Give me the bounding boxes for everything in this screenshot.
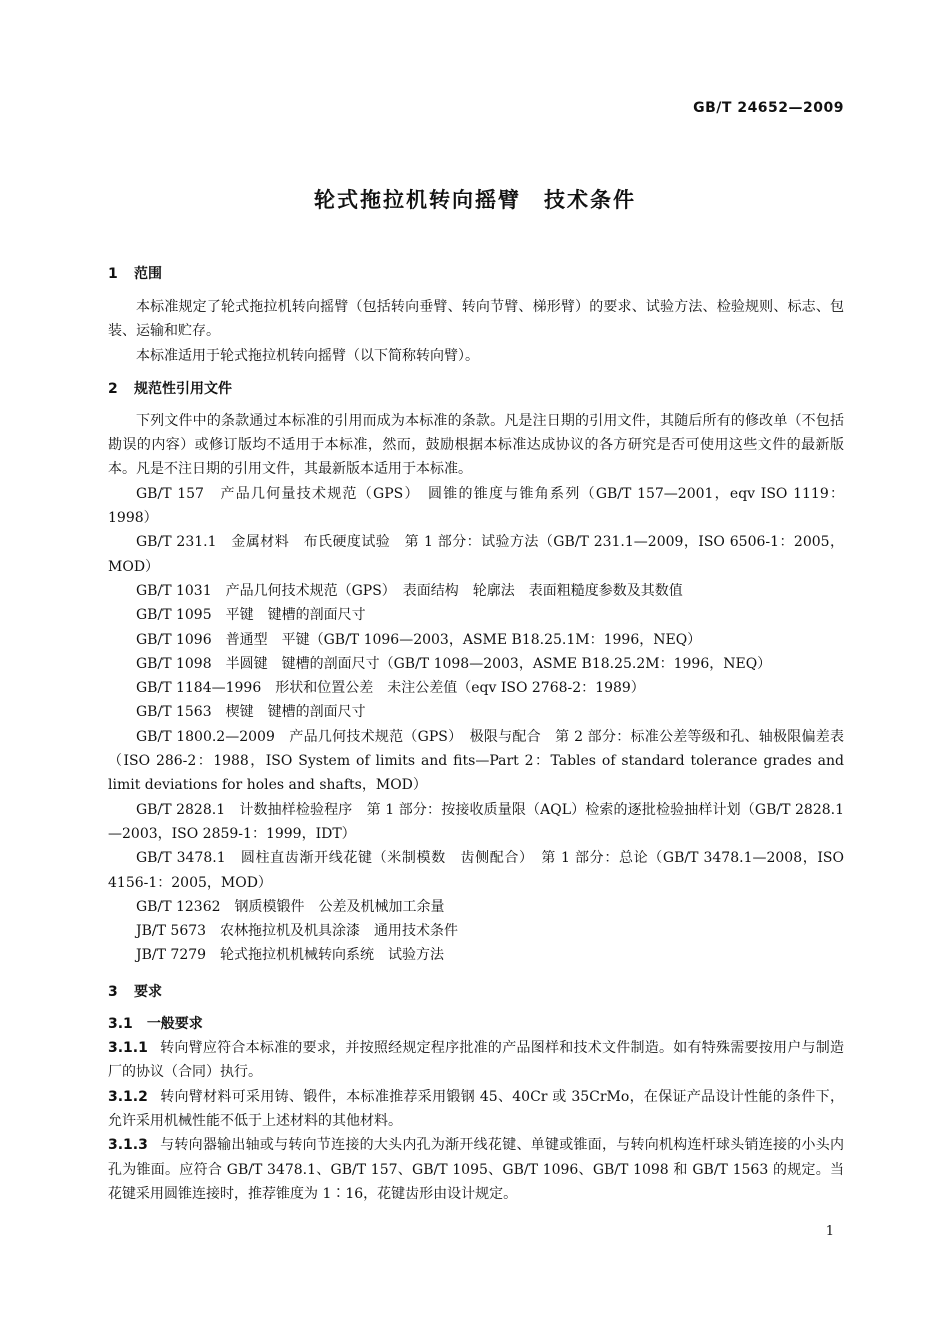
document-body (108, 262, 844, 1206)
subsection-heading (108, 1012, 844, 1036)
clause-item (108, 1036, 844, 1085)
section-number: 2 (108, 380, 118, 397)
reference-item: GB/T 1095 平键 键槽的剖面尺寸 (136, 607, 366, 624)
reference-item: GB/T 1031 产品几何技术规范（GPS） 表面结构 轮廓法 表面粗糙度参数及其数值 (136, 582, 683, 599)
subsection-title: 一般要求 (146, 1015, 203, 1032)
section-number: 3 (108, 983, 118, 1000)
subsection-number: 3.1 (108, 1015, 133, 1032)
section-number: 1 (108, 266, 118, 282)
document-title: 轮式拖拉机转向摇臂 技术条件 (314, 188, 636, 212)
reference-item: GB/T 3478.1 圆柱直齿渐开线花键（米制模数 齿侧配合） 第 1 部分：总论（GB/T 3478.1—2008，ISO 4156-1：2005，MOD） (108, 850, 844, 891)
reference-item: GB/T 1184—1996 形状和位置公差 未注公差值（eqv ISO 2768-2：1989） (136, 680, 645, 697)
clause-text: 与转向器输出轴或与转向节连接的大头内孔为渐开线花键、单键或锥面，与转向机构连杆球头销连接的小头内孔为锥面。应符合 GB/T 3478.1、GB/T 157、GB/T 1095、GB/T 1096、GB/T 1098 和 GB/T 1563 的规定。当花键采用圆锥连接时，推荐锥度为 1∶16，花键齿形由设计规定。 (108, 1137, 844, 1202)
reference-item: JB/T 5673 农林拖拉机及机具涂漆 通用技术条件 (136, 923, 459, 940)
paragraph: 本标准规定了轮式拖拉机转向摇臂（包括转向垂臂、转向节臂、梯形臂）的要求、试验方法、检验规则、标志、包装、运输和贮存。 (108, 299, 844, 340)
clause-text: 转向臂材料可采用铸、锻件，本标准推荐采用锻钢 45、40Cr 或 35CrMo，在保证产品设计性能的条件下，允许采用机械性能不低于上述材料的其他材料。 (108, 1088, 844, 1129)
standard-number: GB/T 24652—2009 (693, 100, 844, 116)
reference-item: GB/T 157 产品几何量技术规范（GPS） 圆锥的锥度与锥角系列（GB/T 157—2001，eqv ISO 1119：1998） (108, 485, 844, 527)
reference-item: GB/T 1800.2—2009 产品几何技术规范（GPS） 极限与配合 第 2 部分：标准公差等级和孔、轴极限偏差表（ISO 286-2：1988，ISO System of limits and fits—Part 2：Tables of standard tolerance grades and limit deviations for holes and shafts，MOD） (108, 728, 844, 794)
clause-text: 转向臂应符合本标准的要求，并按照经规定程序批准的产品图样和技术文件制造。如有特殊需要按用户与制造厂的协议（合同）执行。 (108, 1040, 844, 1081)
reference-item: GB/T 1563 楔键 键槽的剖面尺寸 (136, 704, 366, 721)
reference-item: GB/T 12362 钢质模锻件 公差及机械加工余量 (136, 898, 445, 915)
clause-item (108, 1133, 844, 1206)
reference-item: JB/T 7279 轮式拖拉机机械转向系统 试验方法 (136, 947, 445, 964)
section-3-heading (108, 980, 844, 1004)
reference-item: GB/T 1096 普通型 平键（GB/T 1096—2003，ASME B18.25.1M：1996，NEQ） (136, 631, 702, 648)
clause-number: 3.1.3 (108, 1137, 148, 1154)
paragraph: 下列文件中的条款通过本标准的引用而成为本标准的条款。凡是注日期的引用文件，其随后所有的修改单（不包括勘误的内容）或修订版均不适用于本标准，然而，鼓励根据本标准达成协议的各方研究是否可使用这些文件的最新版本。凡是不注日期的引用文件，其最新版本适用于本标准。 (108, 412, 844, 478)
section-title: 规范性引用文件 (134, 380, 232, 397)
section-title: 范围 (134, 266, 162, 282)
section-1-heading (108, 262, 844, 286)
clause-number: 3.1.1 (108, 1040, 148, 1057)
reference-item: GB/T 231.1 金属材料 布氏硬度试验 第 1 部分：试验方法（GB/T 231.1—2009，ISO 6506-1：2005，MOD） (108, 534, 844, 575)
reference-item: GB/T 1098 半圆键 键槽的剖面尺寸（GB/T 1098—2003，ASME B18.25.2M：1996，NEQ） (136, 655, 772, 672)
paragraph: 本标准适用于轮式拖拉机转向摇臂（以下简称转向臂）。 (136, 347, 479, 364)
reference-item: GB/T 2828.1 计数抽样检验程序 第 1 部分：按接收质量限（AQL）检索的逐批检验抽样计划（GB/T 2828.1—2003，ISO 2859-1：1999，IDT） (108, 801, 844, 842)
section-2-heading (108, 377, 844, 401)
clause-item (108, 1085, 844, 1134)
clause-number: 3.1.2 (108, 1088, 148, 1105)
section-title: 要求 (134, 983, 162, 1000)
page-number: 1 (825, 1224, 834, 1239)
